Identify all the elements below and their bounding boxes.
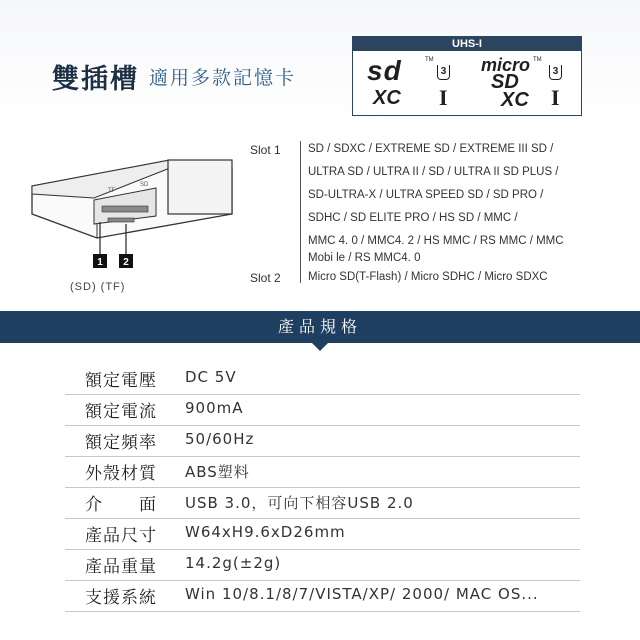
microsdxc-uhs-roman: I <box>551 85 560 110</box>
svg-text:SD: SD <box>140 182 149 188</box>
spec-value: Win 10/8.1/8/7/VISTA/XP/ 2000/ MAC OS... <box>185 585 539 603</box>
uhs-label: UHS-I <box>353 37 581 51</box>
spec-label: 產品尺寸 <box>85 526 157 546</box>
spec-value: 50/60Hz <box>185 430 255 448</box>
slot-1-line: SD / SDXC / EXTREME SD / EXTREME III SD / <box>308 143 554 155</box>
slot-divider <box>300 141 301 283</box>
spec-value: ABS塑料 <box>185 463 250 481</box>
spec-label: 產品重量 <box>85 557 157 577</box>
slot-caption: (SD) (TF) <box>70 281 126 293</box>
spec-row <box>65 486 580 519</box>
spec-header-band <box>0 311 640 343</box>
card-reader-illustration <box>22 150 247 270</box>
spec-label: 支援系統 <box>85 588 157 608</box>
spec-value: 900mA <box>185 399 244 417</box>
spec-row <box>65 579 580 612</box>
trademark-mark: TM <box>425 57 434 63</box>
uhs-badge <box>352 36 582 116</box>
slot-1-number: 1 <box>97 257 103 268</box>
sdxc-uhs-roman: I <box>439 85 448 110</box>
slot-1-marker <box>93 254 107 268</box>
spec-label: 介 面 <box>85 495 157 515</box>
spec-value: W64xH9.6xD26mm <box>185 523 346 541</box>
sdxc-class: XC <box>373 87 401 109</box>
slot-1-line: SDHC / SD ELITE PRO / HS SD / MMC / <box>308 212 518 224</box>
spec-row <box>65 424 580 457</box>
spec-label: 額定頻率 <box>85 433 157 453</box>
svg-text:TF: TF <box>108 188 116 194</box>
spec-label: 外殼材質 <box>85 464 157 484</box>
slot-2-line: Micro SD(T-Flash) / Micro SDHC / Micro SDXC <box>308 271 548 283</box>
spec-value: USB 3.0，可向下相容USB 2.0 <box>185 494 414 512</box>
spec-label: 額定電壓 <box>85 371 157 391</box>
micro-brand-mark: micro <box>481 55 531 75</box>
spec-row <box>65 393 580 426</box>
spec-value: 14.2g(±2g) <box>185 554 282 572</box>
spec-label: 額定電流 <box>85 402 157 422</box>
spec-row <box>65 517 580 550</box>
slot-2-label: Slot 2 <box>250 271 281 285</box>
slot-1-line: ULTRA SD / ULTRA II / SD / ULTRA II SD PLUS / <box>308 166 559 178</box>
slot-1-line: Mobi le / RS MMC4. 0 <box>308 252 421 264</box>
sdxc-speed-class-icon: 3 <box>437 65 450 80</box>
spec-row <box>65 362 580 395</box>
slot-2-number: 2 <box>123 257 129 268</box>
headline-subtitle: 適用多款記憶卡 <box>149 67 297 89</box>
slot-2-marker <box>119 254 133 268</box>
spec-value: DC 5V <box>185 368 237 386</box>
slot-1-line: MMC 4. 0 / MMC4. 2 / HS MMC / RS MMC / MMC <box>308 235 564 247</box>
microsdxc-class: XC <box>501 89 529 111</box>
micro-sd-mark: SD <box>491 71 519 93</box>
band-pointer <box>312 343 328 351</box>
spec-section-title: 產品規格 <box>277 317 362 336</box>
trademark-mark: TM <box>533 57 542 63</box>
spec-row <box>65 548 580 581</box>
slot-1-line: SD-ULTRA-X / ULTRA SPEED SD / SD PRO / <box>308 189 544 201</box>
microsdxc-speed-class-icon: 3 <box>549 65 562 80</box>
headline-title: 雙插槽 <box>52 64 139 95</box>
sd-brand-mark: sd <box>367 55 402 86</box>
slot-1-label: Slot 1 <box>250 143 281 157</box>
spec-row <box>65 455 580 488</box>
